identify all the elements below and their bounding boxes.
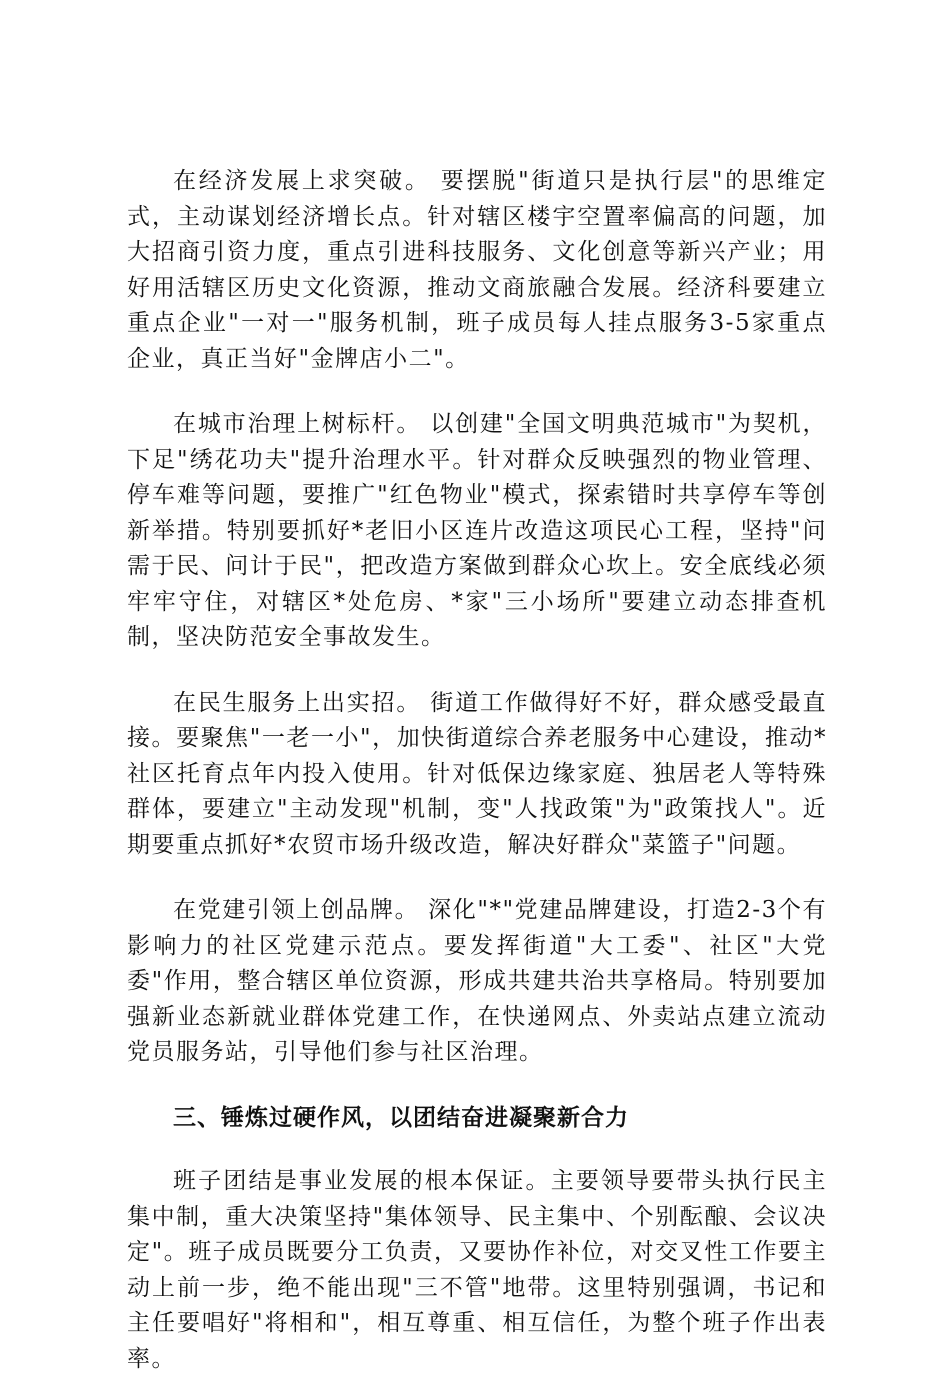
paragraph-team-unity: 班子团结是事业发展的根本保证。主要领导要带头执行民主集中制，重大决策坚持"集体领导、民主集中、个别酝酿、会议决定"。班子成员既要分工负责，又要协作补位，对交叉性工作要主动上前一步，绝不能出现"三不管"地带。这里特别强调，书记和主任要唱好"将相和"，相互尊重、相互信任，为整个班子作出表率。: [127, 1168, 827, 1372]
document-page: [127, 164, 827, 1377]
section-heading: 三、锤炼过硬作风，以团结奋进凝聚新合力: [173, 1104, 629, 1131]
paragraph-body: 要摆脱"街道只是执行层"的思维定式，主动谋划经济增长点。针对辖区楼宇空置率偏高的问题，加大招商引资力度，重点引进科技服务、文化创意等新兴产业；用好用活辖区历史文化资源，推动文商旅融合发展。经济科要建立重点企业"一对一"服务机制，班子成员每人挂点服务3-5家重点企业，真正当好"金牌店小二"。: [127, 168, 827, 372]
paragraph-party-building: [127, 893, 827, 1071]
paragraph-urban-governance: [127, 407, 827, 656]
paragraph-lead: 在城市治理上树标杆。: [173, 411, 422, 437]
paragraph-lead: 在党建引领上创品牌。: [173, 897, 420, 923]
paragraph-livelihood: [127, 686, 827, 864]
paragraph-body: 街道工作做得好不好，群众感受最直接。要聚焦"一老一小"，加快街道综合养老服务中心建设，推动*社区托育点年内投入使用。针对低保边缘家庭、独居老人等特殊群体，要建立"主动发现"机制，变"人找政策"为"政策找人"。近期要重点抓好*农贸市场升级改造，解决好群众"菜篮子"问题。: [127, 689, 828, 858]
paragraph-economy: [127, 164, 827, 377]
paragraph-body: 深化"*"党建品牌建设，打造2-3个有影响力的社区党建示范点。要发挥街道"大工委"、社区"大党委"作用，整合辖区单位资源，形成共建共治共享格局。特别要加强新业态新就业群体党建工作，在快递网点、外卖站点建立流动党员服务站，引导他们参与社区治理。: [127, 897, 828, 1065]
paragraph-lead: 在民生服务上出实招。: [173, 689, 422, 716]
paragraph-body: 以创建"全国文明典范城市"为契机，下足"绣花功夫"提升治理水平。针对群众反映强烈的物业管理、停车难等问题，要推广"红色物业"模式，探索错时共享停车等创新举措。特别要抓好*老旧小区连片改造这项民心工程，坚持"问需于民、问计于民"，把改造方案做到群众心坎上。安全底线必须牢牢守住，对辖区*处危房、*家"三小场所"要建立动态排查机制，坚决防范安全事故发生。: [127, 411, 827, 650]
paragraph-lead: 在经济发展上求突破。: [173, 168, 431, 194]
